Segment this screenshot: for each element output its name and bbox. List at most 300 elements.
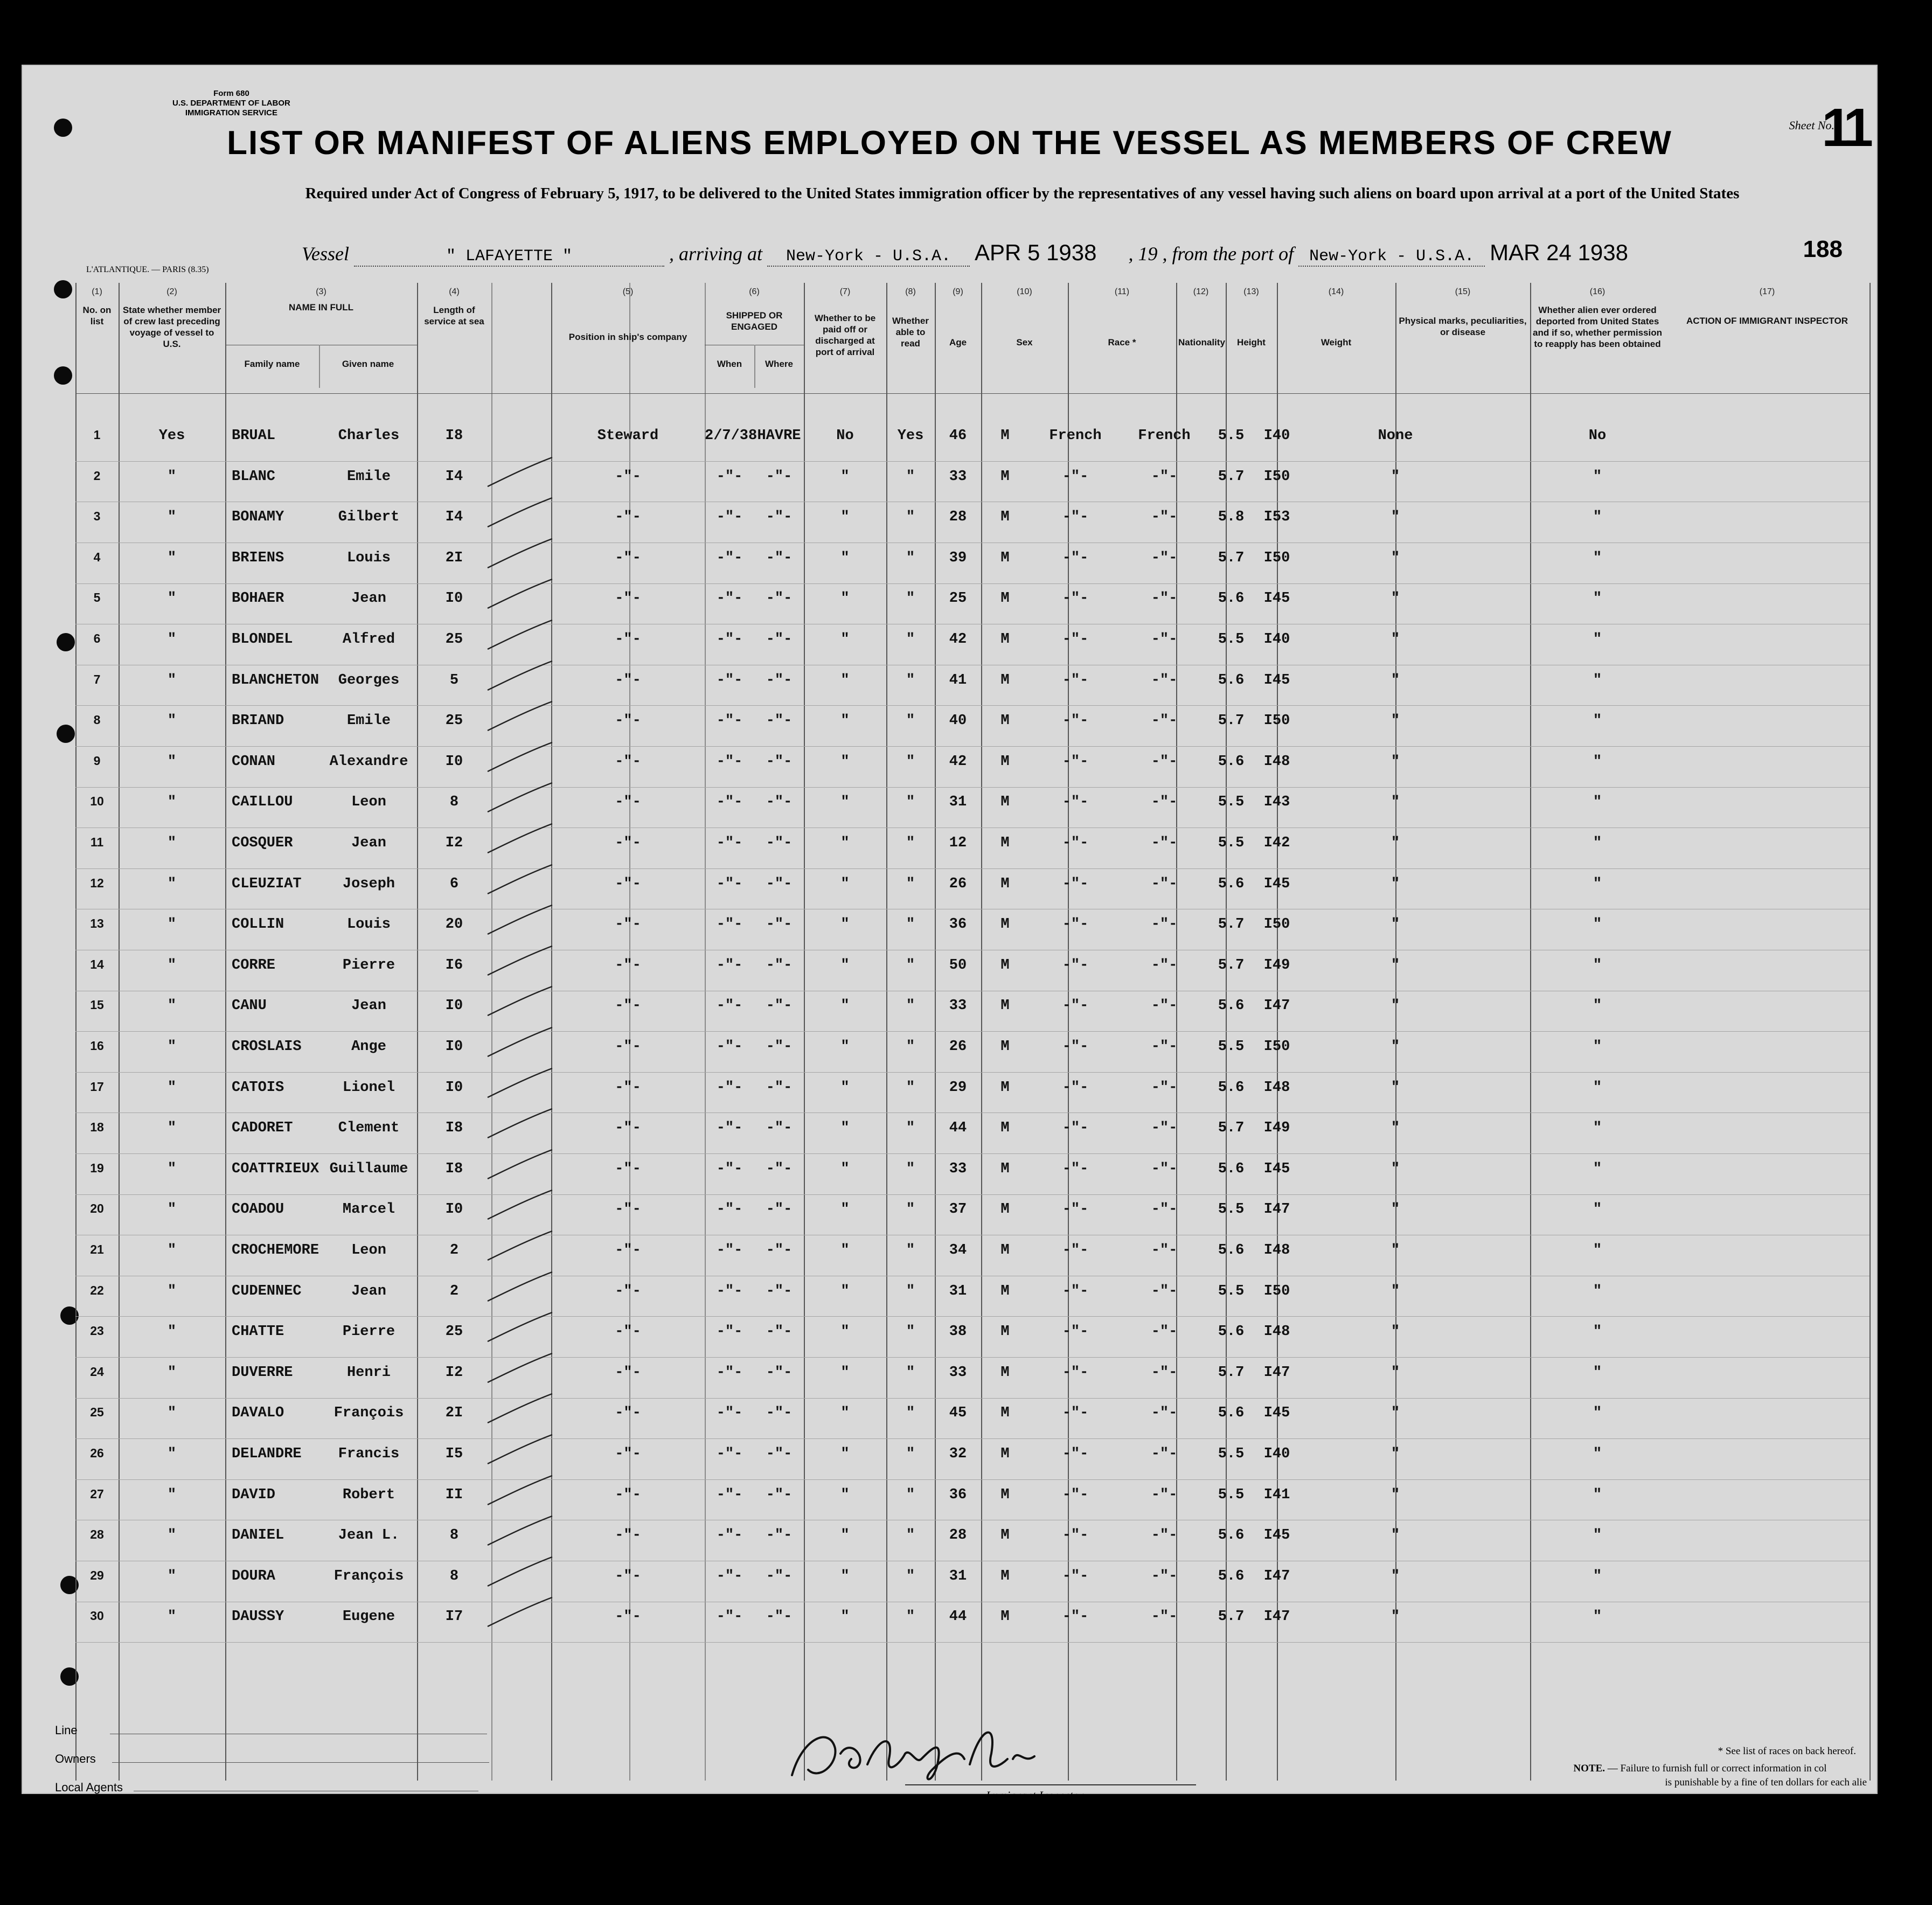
column-header: Age bbox=[949, 337, 967, 347]
cell-weight: I45 bbox=[1263, 875, 1290, 892]
cell-n: 27 bbox=[90, 1486, 104, 1501]
cell-when: 2/7/38 bbox=[705, 428, 757, 444]
cell-service: 2 bbox=[449, 1242, 459, 1259]
cell-deported: " bbox=[1593, 1079, 1602, 1096]
cell-weight: I49 bbox=[1263, 957, 1290, 974]
cell-when: -"- bbox=[716, 1486, 743, 1503]
cell-weight: I45 bbox=[1263, 1160, 1290, 1177]
page-subtitle: Required under Act of Congress of February 5, 1917, to be delivered to the United States immigration officer by the representatives of any vessel having such aliens on board upon arrival at a port of the United States bbox=[305, 185, 1740, 202]
cell-prev: " bbox=[167, 794, 177, 811]
cell-family: BLANC bbox=[232, 468, 276, 485]
column-number: (13) bbox=[1243, 287, 1259, 296]
cell-height: 5.7 bbox=[1218, 550, 1245, 566]
subheader-where: Where bbox=[765, 359, 793, 369]
cell-service: 5 bbox=[449, 672, 459, 689]
cell-marks: " bbox=[1391, 468, 1400, 485]
cell-age: 12 bbox=[949, 835, 967, 851]
cell-race: -"- bbox=[1062, 1486, 1089, 1503]
cell-family: CHATTE bbox=[232, 1324, 284, 1340]
cell-age: 34 bbox=[949, 1242, 967, 1259]
cell-prev: " bbox=[167, 1120, 177, 1137]
cell-weight: I50 bbox=[1263, 713, 1290, 729]
cell-paid: " bbox=[840, 1324, 850, 1340]
cell-nationality: -"- bbox=[1151, 1242, 1178, 1259]
cell-marks: " bbox=[1391, 1609, 1400, 1625]
ditto-stroke bbox=[485, 616, 555, 653]
cell-where: -"- bbox=[766, 631, 793, 648]
ditto-stroke bbox=[485, 1023, 555, 1061]
cell-paid: " bbox=[840, 1609, 850, 1625]
cell-when: -"- bbox=[716, 631, 743, 648]
cell-prev: " bbox=[167, 957, 177, 974]
cell-read: " bbox=[906, 1446, 915, 1462]
cell-read: " bbox=[906, 631, 915, 648]
cell-when: -"- bbox=[716, 1242, 743, 1259]
column-number: (4) bbox=[449, 287, 460, 296]
cell-where: -"- bbox=[766, 916, 793, 933]
ditto-stroke bbox=[485, 1430, 555, 1468]
cell-n: 8 bbox=[93, 713, 101, 727]
cell-given: Leon bbox=[351, 794, 386, 811]
ditto-stroke bbox=[485, 1512, 555, 1549]
cell-age: 31 bbox=[949, 1568, 967, 1584]
printer-imprint: L'ATLANTIQUE. — PARIS (8.35) bbox=[86, 265, 209, 274]
agents-label: Local Agents bbox=[55, 1781, 123, 1794]
ditto-stroke bbox=[485, 1471, 555, 1509]
cell-sex: M bbox=[1000, 1527, 1010, 1544]
cell-service: II bbox=[445, 1486, 463, 1503]
cell-read: " bbox=[906, 713, 915, 729]
column-number: (14) bbox=[1328, 287, 1344, 296]
cell-when: -"- bbox=[716, 713, 743, 729]
cell-height: 5.6 bbox=[1218, 672, 1245, 689]
cell-where: -"- bbox=[766, 1242, 793, 1259]
cell-height: 5.6 bbox=[1218, 1527, 1245, 1544]
cell-nationality: -"- bbox=[1151, 753, 1178, 770]
cell-family: CUDENNEC bbox=[232, 1283, 302, 1299]
cell-read: " bbox=[906, 1568, 915, 1584]
cell-deported: " bbox=[1593, 957, 1602, 974]
ditto-stroke bbox=[485, 534, 555, 572]
cell-sex: M bbox=[1000, 509, 1010, 526]
cell-sex: M bbox=[1000, 631, 1010, 648]
cell-given: Pierre bbox=[342, 957, 395, 974]
cell-sex: M bbox=[1000, 875, 1010, 892]
cell-service: I7 bbox=[445, 1609, 463, 1625]
cell-race: -"- bbox=[1062, 1039, 1089, 1055]
crew-table bbox=[75, 283, 1870, 1684]
cell-position: -"- bbox=[615, 875, 641, 892]
cell-age: 26 bbox=[949, 1039, 967, 1055]
cell-marks: " bbox=[1391, 1079, 1400, 1096]
cell-n: 30 bbox=[90, 1609, 104, 1623]
cell-given: Georges bbox=[338, 672, 400, 689]
cell-where: -"- bbox=[766, 998, 793, 1014]
cell-service: I5 bbox=[445, 1446, 463, 1462]
cell-position: -"- bbox=[615, 1283, 641, 1299]
cell-service: I4 bbox=[445, 509, 463, 526]
cell-race: -"- bbox=[1062, 875, 1089, 892]
cell-family: BRIENS bbox=[232, 550, 284, 566]
cell-prev: " bbox=[167, 1079, 177, 1096]
cell-weight: I47 bbox=[1263, 1201, 1290, 1218]
cell-read: " bbox=[906, 1324, 915, 1340]
cell-deported: " bbox=[1593, 1609, 1602, 1625]
cell-service: 25 bbox=[445, 713, 463, 729]
cell-read: " bbox=[906, 1120, 915, 1137]
cell-deported: " bbox=[1593, 1486, 1602, 1503]
cell-nationality: -"- bbox=[1151, 1405, 1178, 1422]
cell-when: -"- bbox=[716, 998, 743, 1014]
cell-height: 5.6 bbox=[1218, 1405, 1245, 1422]
cell-paid: " bbox=[840, 713, 850, 729]
cell-age: 44 bbox=[949, 1609, 967, 1625]
note-text-2: is punishable by a fine of ten dollars for each alie bbox=[1665, 1777, 1867, 1788]
cell-n: 10 bbox=[90, 794, 104, 809]
cell-deported: " bbox=[1593, 1405, 1602, 1422]
cell-race: -"- bbox=[1062, 794, 1089, 811]
cell-prev: " bbox=[167, 509, 177, 526]
from-label: , from the port of bbox=[1162, 243, 1294, 265]
ditto-stroke bbox=[485, 1145, 555, 1183]
row-rule bbox=[75, 1153, 1870, 1154]
column-number: (8) bbox=[905, 287, 916, 296]
cell-marks: " bbox=[1391, 1160, 1400, 1177]
cell-position: -"- bbox=[615, 998, 641, 1014]
cell-given: Gilbert bbox=[338, 509, 400, 526]
cell-prev: " bbox=[167, 1405, 177, 1422]
column-header: Nationality bbox=[1178, 337, 1225, 347]
column-header: Race * bbox=[1108, 337, 1136, 347]
cell-read: " bbox=[906, 1527, 915, 1544]
cell-weight: I45 bbox=[1263, 590, 1290, 607]
cell-race: -"- bbox=[1062, 1324, 1089, 1340]
cell-n: 25 bbox=[90, 1405, 104, 1420]
cell-weight: I40 bbox=[1263, 631, 1290, 648]
cell-marks: " bbox=[1391, 1039, 1400, 1055]
cell-age: 33 bbox=[949, 1160, 967, 1177]
row-rule bbox=[75, 583, 1870, 584]
cell-family: BRIAND bbox=[232, 713, 284, 729]
cell-n: 6 bbox=[93, 631, 101, 645]
form-identifier bbox=[172, 89, 290, 118]
cell-race: -"- bbox=[1062, 1079, 1089, 1096]
column-number: (11) bbox=[1114, 287, 1130, 296]
cell-nationality: -"- bbox=[1151, 1160, 1178, 1177]
cell-family: BLANCHETON bbox=[232, 672, 319, 689]
arriving-port: New-York - U.S.A. bbox=[767, 247, 970, 267]
cell-prev: " bbox=[167, 631, 177, 648]
vessel-label: Vessel bbox=[302, 243, 349, 265]
cell-age: 42 bbox=[949, 631, 967, 648]
cell-n: 7 bbox=[93, 672, 101, 686]
cell-race: -"- bbox=[1062, 590, 1089, 607]
signature-line bbox=[905, 1784, 1196, 1785]
cell-n: 4 bbox=[93, 550, 101, 564]
cell-where: -"- bbox=[766, 672, 793, 689]
column-header: Whether alien ever ordered deported from United States and if so, whether permission to reapply has been obtained bbox=[1533, 305, 1662, 349]
cell-given: Robert bbox=[342, 1486, 395, 1503]
column-rule bbox=[1870, 283, 1871, 1781]
cell-family: BLONDEL bbox=[232, 631, 293, 648]
cell-marks: " bbox=[1391, 1120, 1400, 1137]
cell-nationality: -"- bbox=[1151, 1486, 1178, 1503]
column-number: (9) bbox=[953, 287, 963, 296]
cell-nationality: -"- bbox=[1151, 875, 1178, 892]
column-header: Position in ship's company bbox=[568, 332, 687, 342]
cell-where: -"- bbox=[766, 1201, 793, 1218]
cell-deported: " bbox=[1593, 753, 1602, 770]
cell-marks: " bbox=[1391, 1364, 1400, 1381]
cell-position: -"- bbox=[615, 1242, 641, 1259]
cell-race: -"- bbox=[1062, 835, 1089, 851]
cell-nationality: -"- bbox=[1151, 916, 1178, 933]
cell-where: -"- bbox=[766, 550, 793, 566]
cell-sex: M bbox=[1000, 916, 1010, 933]
cell-paid: " bbox=[840, 1039, 850, 1055]
cell-nationality: -"- bbox=[1151, 590, 1178, 607]
cell-n: 20 bbox=[90, 1201, 104, 1216]
cell-prev: " bbox=[167, 468, 177, 485]
cell-read: " bbox=[906, 998, 915, 1014]
cell-where: -"- bbox=[766, 1405, 793, 1422]
column-header: ACTION OF IMMIGRANT INSPECTOR bbox=[1686, 316, 1848, 326]
cell-position: -"- bbox=[615, 1201, 641, 1218]
cell-prev: " bbox=[167, 590, 177, 607]
cell-given: Henri bbox=[346, 1364, 391, 1381]
cell-given: Emile bbox=[346, 713, 391, 729]
cell-marks: " bbox=[1391, 835, 1400, 851]
cell-weight: I49 bbox=[1263, 1120, 1290, 1137]
cell-marks: " bbox=[1391, 1283, 1400, 1299]
cell-age: 50 bbox=[949, 957, 967, 974]
cell-position: Steward bbox=[597, 428, 659, 444]
cell-deported: " bbox=[1593, 1527, 1602, 1544]
cell-prev: " bbox=[167, 1486, 177, 1503]
cell-where: -"- bbox=[766, 1364, 793, 1381]
cell-family: CONAN bbox=[232, 753, 276, 770]
cell-service: 20 bbox=[445, 916, 463, 933]
cell-marks: " bbox=[1391, 794, 1400, 811]
cell-prev: " bbox=[167, 1609, 177, 1625]
cell-nationality: -"- bbox=[1151, 1364, 1178, 1381]
cell-age: 36 bbox=[949, 1486, 967, 1503]
footnote-note bbox=[1573, 1762, 1867, 1790]
cell-given: Emile bbox=[346, 468, 391, 485]
cell-paid: " bbox=[840, 998, 850, 1014]
cell-service: 8 bbox=[449, 1527, 459, 1544]
cell-weight: I48 bbox=[1263, 1324, 1290, 1340]
cell-where: -"- bbox=[766, 794, 793, 811]
cell-sex: M bbox=[1000, 1486, 1010, 1503]
row-rule bbox=[75, 1398, 1870, 1399]
cell-deported: " bbox=[1593, 1039, 1602, 1055]
cell-deported: " bbox=[1593, 631, 1602, 648]
header-rule bbox=[75, 393, 1870, 394]
column-header: Whether able to read bbox=[892, 316, 929, 349]
column-number: (12) bbox=[1193, 287, 1209, 296]
cell-paid: " bbox=[840, 590, 850, 607]
cell-deported: " bbox=[1593, 1160, 1602, 1177]
row-rule bbox=[75, 868, 1870, 869]
cell-sex: M bbox=[1000, 1364, 1010, 1381]
cell-family: CLEUZIAT bbox=[232, 875, 302, 892]
cell-nationality: -"- bbox=[1151, 713, 1178, 729]
cell-marks: " bbox=[1391, 998, 1400, 1014]
cell-family: COSQUER bbox=[232, 835, 293, 851]
cell-weight: I41 bbox=[1263, 1486, 1290, 1503]
cell-given: Pierre bbox=[342, 1324, 395, 1340]
cell-deported: " bbox=[1593, 1364, 1602, 1381]
cell-given: Charles bbox=[338, 428, 400, 444]
cell-weight: I45 bbox=[1263, 672, 1290, 689]
cell-family: DELANDRE bbox=[232, 1446, 302, 1462]
cell-service: I0 bbox=[445, 1079, 463, 1096]
ditto-stroke bbox=[485, 493, 555, 531]
cell-paid: " bbox=[840, 1242, 850, 1259]
sheet-label: Sheet No. bbox=[1789, 119, 1834, 132]
cell-paid: " bbox=[840, 1405, 850, 1422]
cell-weight: I47 bbox=[1263, 1364, 1290, 1381]
ditto-stroke bbox=[485, 1553, 555, 1590]
cell-when: -"- bbox=[716, 1039, 743, 1055]
cell-n: 13 bbox=[90, 916, 104, 931]
note-text: — Failure to furnish full or correct information in col bbox=[1607, 1763, 1827, 1774]
cell-race: -"- bbox=[1062, 713, 1089, 729]
cell-weight: I47 bbox=[1263, 998, 1290, 1014]
cell-position: -"- bbox=[615, 713, 641, 729]
cell-height: 5.7 bbox=[1218, 1364, 1245, 1381]
cell-given: François bbox=[333, 1405, 404, 1422]
cell-service: I8 bbox=[445, 428, 463, 444]
cell-deported: " bbox=[1593, 550, 1602, 566]
cell-when: -"- bbox=[716, 1364, 743, 1381]
cell-paid: " bbox=[840, 957, 850, 974]
manifest-sheet bbox=[22, 65, 1878, 1802]
cell-given: Marcel bbox=[342, 1201, 395, 1218]
cell-read: " bbox=[906, 509, 915, 526]
cell-sex: M bbox=[1000, 998, 1010, 1014]
cell-nationality: -"- bbox=[1151, 550, 1178, 566]
cell-race: -"- bbox=[1062, 468, 1089, 485]
cell-family: BRUAL bbox=[232, 428, 276, 444]
cell-service: I6 bbox=[445, 957, 463, 974]
cell-given: Louis bbox=[346, 916, 391, 933]
row-rule bbox=[75, 1357, 1870, 1358]
cell-sex: M bbox=[1000, 1079, 1010, 1096]
cell-race: -"- bbox=[1062, 957, 1089, 974]
cell-service: 6 bbox=[449, 875, 459, 892]
cell-when: -"- bbox=[716, 468, 743, 485]
row-rule bbox=[75, 1031, 1870, 1032]
cell-n: 12 bbox=[90, 875, 104, 890]
cell-age: 38 bbox=[949, 1324, 967, 1340]
cell-given: François bbox=[333, 1568, 404, 1584]
row-rule bbox=[75, 1438, 1870, 1439]
cell-height: 5.6 bbox=[1218, 1160, 1245, 1177]
cell-family: DAVALO bbox=[232, 1405, 284, 1422]
cell-sex: M bbox=[1000, 957, 1010, 974]
cell-height: 5.6 bbox=[1218, 1324, 1245, 1340]
cell-where: -"- bbox=[766, 468, 793, 485]
cell-service: I2 bbox=[445, 835, 463, 851]
cell-paid: " bbox=[840, 1283, 850, 1299]
cell-age: 33 bbox=[949, 468, 967, 485]
cell-family: CATOIS bbox=[232, 1079, 284, 1096]
cell-age: 26 bbox=[949, 875, 967, 892]
cell-sex: M bbox=[1000, 1405, 1010, 1422]
column-header: Sex bbox=[1016, 337, 1033, 347]
cell-n: 18 bbox=[90, 1120, 104, 1135]
cell-read: " bbox=[906, 590, 915, 607]
cell-marks: " bbox=[1391, 1568, 1400, 1584]
cell-sex: M bbox=[1000, 1568, 1010, 1584]
cell-position: -"- bbox=[615, 753, 641, 770]
column-header: State whether member of crew last preceding voyage of vessel to U.S. bbox=[122, 305, 221, 349]
cell-deported: " bbox=[1593, 794, 1602, 811]
service-name: IMMIGRATION SERVICE bbox=[185, 108, 277, 117]
cell-read: " bbox=[906, 672, 915, 689]
cell-paid: " bbox=[840, 835, 850, 851]
column-header: Physical marks, peculiarities, or disease bbox=[1399, 316, 1527, 337]
cell-height: 5.5 bbox=[1218, 1446, 1245, 1462]
cell-height: 5.7 bbox=[1218, 916, 1245, 933]
cell-age: 40 bbox=[949, 713, 967, 729]
cell-family: BOHAER bbox=[232, 590, 284, 607]
cell-when: -"- bbox=[716, 1568, 743, 1584]
cell-read: Yes bbox=[897, 428, 924, 444]
cell-position: -"- bbox=[615, 1160, 641, 1177]
cell-marks: " bbox=[1391, 1405, 1400, 1422]
cell-height: 5.6 bbox=[1218, 1079, 1245, 1096]
cell-n: 23 bbox=[90, 1324, 104, 1338]
cell-position: -"- bbox=[615, 1364, 641, 1381]
cell-marks: " bbox=[1391, 875, 1400, 892]
year-label: , 19 bbox=[1128, 243, 1158, 265]
cell-given: Guillaume bbox=[329, 1160, 408, 1177]
cell-where: -"- bbox=[766, 1446, 793, 1462]
cell-family: DAVID bbox=[232, 1486, 276, 1503]
ditto-stroke bbox=[485, 901, 555, 938]
cell-where: -"- bbox=[766, 1079, 793, 1096]
cell-weight: I40 bbox=[1263, 1446, 1290, 1462]
cell-age: 45 bbox=[949, 1405, 967, 1422]
punch-hole bbox=[54, 280, 72, 298]
cell-sex: M bbox=[1000, 1242, 1010, 1259]
cell-height: 5.5 bbox=[1218, 631, 1245, 648]
sheet-number: 11 bbox=[1822, 98, 1868, 158]
vessel-line bbox=[302, 240, 1628, 267]
subheader-family-name: Family name bbox=[244, 359, 300, 369]
cell-position: -"- bbox=[615, 1120, 641, 1137]
cell-service: 25 bbox=[445, 1324, 463, 1340]
cell-deported: No bbox=[1588, 428, 1607, 444]
punch-hole bbox=[54, 366, 72, 385]
cell-nationality: -"- bbox=[1151, 835, 1178, 851]
cell-race: -"- bbox=[1062, 1201, 1089, 1218]
page-title: LIST OR MANIFEST OF ALIENS EMPLOYED ON THE VESSEL AS MEMBERS OF CREW bbox=[227, 124, 1672, 162]
cell-race: -"- bbox=[1062, 1364, 1089, 1381]
cell-height: 5.5 bbox=[1218, 1486, 1245, 1503]
cell-paid: No bbox=[836, 428, 854, 444]
arriving-label: , arriving at bbox=[669, 243, 762, 265]
cell-age: 29 bbox=[949, 1079, 967, 1096]
cell-marks: " bbox=[1391, 957, 1400, 974]
note-label: NOTE. bbox=[1573, 1763, 1606, 1774]
cell-position: -"- bbox=[615, 590, 641, 607]
cell-age: 31 bbox=[949, 1283, 967, 1299]
cell-position: -"- bbox=[615, 1486, 641, 1503]
